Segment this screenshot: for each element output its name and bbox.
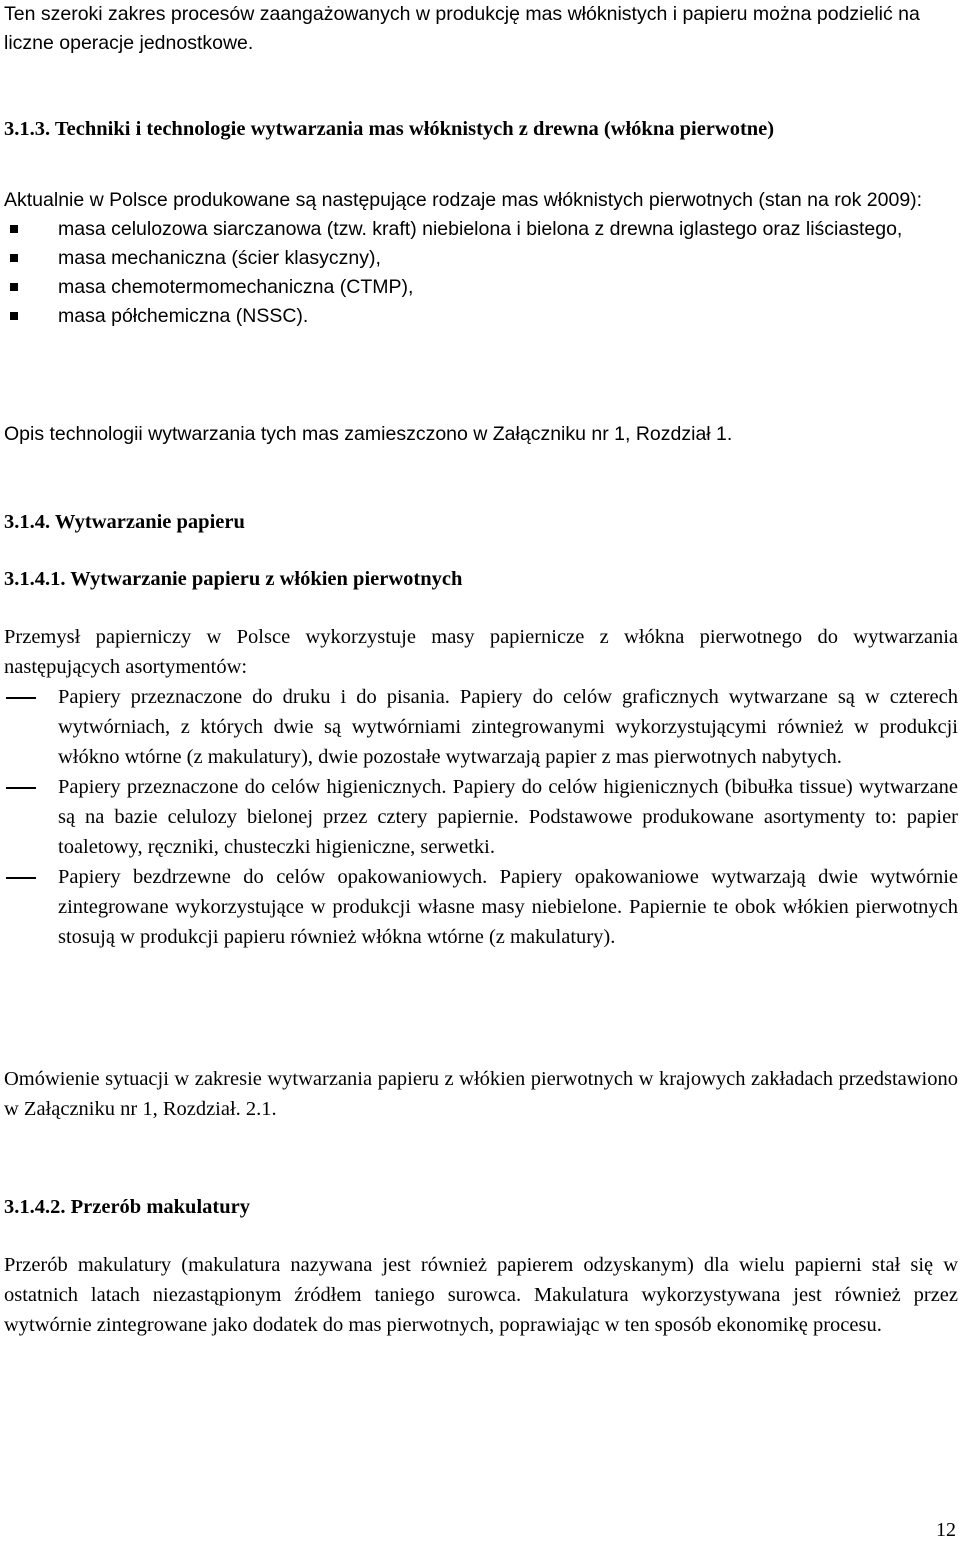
section-3-1-3-block — [4, 186, 958, 331]
list-item: masa mechaniczna (ścier klasyczny), — [4, 244, 958, 273]
square-bullet-icon — [10, 312, 18, 320]
section-3-1-3-paragraph: Aktualnie w Polsce produkowane są następujące rodzaje mas włóknistych pierwotnych (stan na rok 2009): — [4, 189, 923, 211]
list-item: masa chemotermomechaniczna (CTMP), — [4, 273, 958, 302]
square-bullet-icon — [10, 225, 18, 233]
section-3-1-4-1-after: Omówienie sytuacji w zakresie wytwarzania papieru z włókien pierwotnych w krajowych zakładach przedstawiono w Załączniku nr 1, Rozdział. 2.1. — [4, 1068, 958, 1120]
pulp-types-list — [4, 215, 958, 331]
list-item: masa półchemiczna (NSSC). — [4, 302, 958, 331]
dash-bullet-icon — [6, 787, 36, 789]
square-bullet-icon — [10, 254, 18, 262]
intro-paragraph: Ten szeroki zakres procesów zaangażowanych w produkcję mas włóknistych i papieru można podzielić na liczne operacje jednostkowe. — [4, 3, 920, 54]
section-3-1-4-heading: 3.1.4. Wytwarzanie papieru — [4, 511, 245, 533]
section-3-1-3-after: Opis technologii wytwarzania tych mas zamieszczono w Załączniku nr 1, Rozdział 1. — [4, 423, 733, 445]
section-3-1-4-2-paragraph: Przerób makulatury (makulatura nazywana jest również papierem odzyskanym) dla wielu papierni stał się w ostatnich latach niezastąpionym źródłem taniego surowca. Makulatura wykorzystywana jest również przez wytwórnie zintegrowane jako dodatek do mas pierwotnych, poprawiając w ten sposób ekonomikę procesu. — [4, 1254, 958, 1336]
list-item: Papiery bezdrzewne do celów opakowaniowych. Papiery opakowaniowe wytwarzają dwie wytwórnie zintegrowane wykorzystujące w produkcji własne masy niebielone. Papiernie te obok włókien pierwotnych stosują w produkcji papieru również włókna wtórne (z makulatury). — [4, 862, 958, 952]
section-3-1-3-heading: 3.1.3. Techniki i technologie wytwarzania mas włóknistych z drewna (włókna pierwotne) — [4, 118, 775, 140]
section-3-1-4-2-heading: 3.1.4.2. Przerób makulatury — [4, 1196, 250, 1218]
section-3-1-4-1-paragraph: Przemysł papierniczy w Polsce wykorzystuje masy papiernicze z włókna pierwotnego do wytwarzania następujących asortymentów: — [4, 626, 958, 678]
page-number: 12 — [936, 1519, 956, 1541]
list-item: Papiery przeznaczone do celów higienicznych. Papiery do celów higienicznych (bibułka tissue) wytwarzane są na bazie celulozy bielonej przez cztery papiernie. Podstawowe produkowane asortymenty to: papier toaletowy, ręczniki, chusteczki higieniczne, serwetki. — [4, 772, 958, 862]
list-item: masa celulozowa siarczanowa (tzw. kraft) niebielona i bielona z drewna iglastego oraz liściastego, — [4, 215, 958, 244]
paper-types-list — [4, 682, 958, 952]
dash-bullet-icon — [6, 697, 36, 699]
list-item: Papiery przeznaczone do druku i do pisania. Papiery do celów graficznych wytwarzane są w czterech wytwórniach, z których dwie są wytwórniami zintegrowanymi wykorzystującymi również w produkcji włókno wtórne (z makulatury), dwie pozostałe wytwarzają papier z mas pierwotnych nabytych. — [4, 682, 958, 772]
dash-bullet-icon — [6, 877, 36, 879]
square-bullet-icon — [10, 283, 18, 291]
section-3-1-4-1-block — [4, 622, 958, 952]
section-3-1-4-1-heading: 3.1.4.1. Wytwarzanie papieru z włókien pierwotnych — [4, 568, 463, 590]
